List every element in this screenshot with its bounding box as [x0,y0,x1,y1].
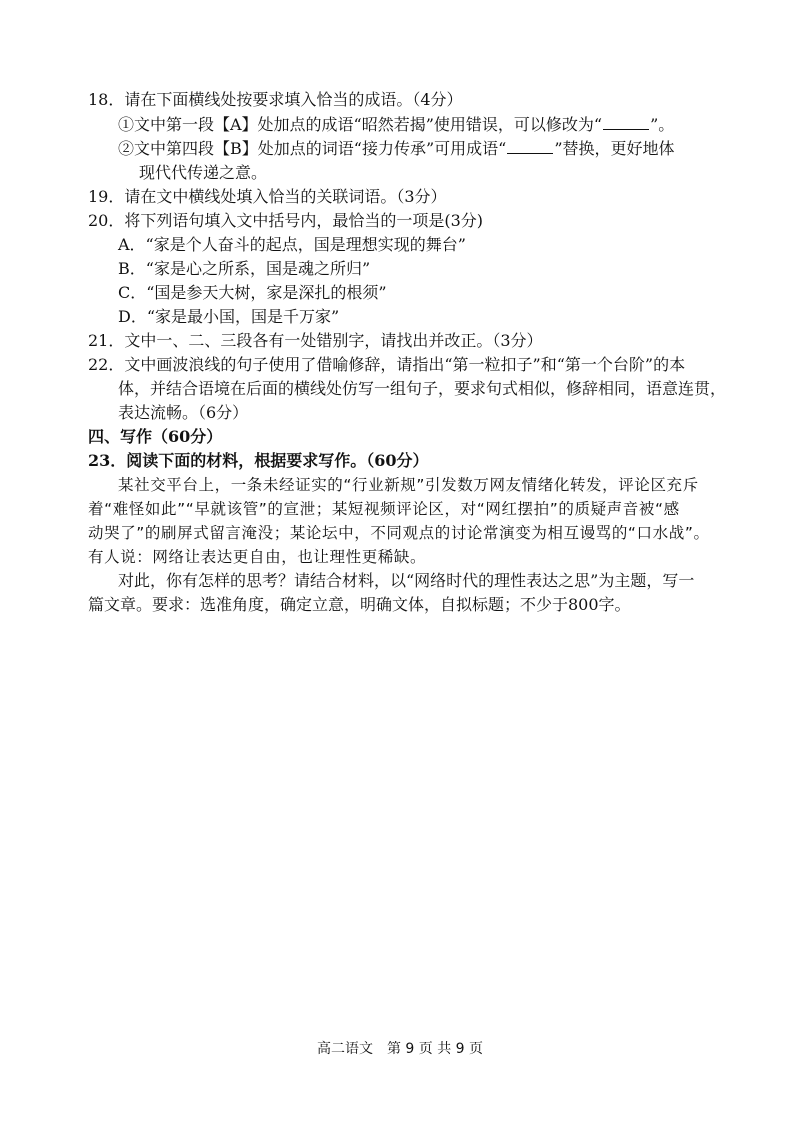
material-line-1: 某社交平台上，一条未经证实的“行业新规”引发数万网友情绪化转发，评论区充斥 [118,476,699,494]
answer-blank[interactable] [603,115,649,130]
requirement-line-2: 篇文章。要求：选准角度，确定立意，明确文体，自拟标题；不少于800字。 [88,595,631,614]
question-18-item-1-end: ”。 [650,115,675,134]
answer-blank[interactable] [507,139,553,154]
question-18-item-2 [118,139,675,159]
question-23-stem: 23．阅读下面的材料，根据要求写作。（60分） [88,451,429,470]
question-18-item-2-text: ②文中第四段【B】处加点的词语“接力传承”可用成语“ [118,139,507,158]
question-22-line-3: 表达流畅。（6分） [118,403,249,422]
question-22-line-2: 体，并结合语境在后面的横线处仿写一组句子，要求句式相似，修辞相同，语意连贯， [118,379,727,398]
page-footer: 高二语文 第 9 页 共 9 页 [316,1041,484,1057]
section-title: 四、写作（60分） [88,427,223,446]
question-18-item-1-text: ①文中第一段【A】处加点的成语“昭然若揭”使用错误，可以修改为“ [118,115,603,134]
option-a: A．“家是个人奋斗的起点，国是理想实现的舞台” [118,235,466,254]
option-b: B．“家是心之所系，国是魂之所归” [118,259,371,278]
material-line-2: 着“难怪如此”“早就该管”的宣泄；某短视频评论区，对“网红摆拍”的质疑声音被“感 [88,500,680,518]
requirement-line-1: 对此，你有怎样的思考？请结合材料，以“网络时代的理性表达之思”为主题，写一 [118,571,695,590]
question-18-stem: 18．请在下面横线处按要求填入恰当的成语。（4分） [88,90,463,109]
material-line-4: 有人说：网络让表达更自由，也让理性更稀缺。 [88,548,427,566]
question-18-item-2-end: ”替换，更好地体 [554,139,675,158]
question-20-stem: 20．将下列语句填入文中括号内，最恰当的一项是(3分) [88,211,484,230]
material-line-3: 动哭了”的刷屏式留言淹没；某论坛中，不同观点的讨论常演变为相互谩骂的“口水战”。 [88,524,710,542]
question-19-stem: 19．请在文中横线处填入恰当的关联词语。（3分） [88,187,447,206]
question-18-item-2-continued: 现代代传递之意。 [139,163,268,182]
option-d: D．“家是最小国，国是千万家” [118,307,340,326]
question-18-item-1 [118,115,674,135]
question-21-stem: 21．文中一、二、三段各有一处错别字，请找出并改正。（3分） [88,331,543,350]
question-22-stem: 22．文中画波浪线的句子使用了借喻修辞，请指出“第一粒扣子”和“第一个台阶”的本 [88,355,686,374]
option-c: C．“国是参天大树，家是深扎的根须” [118,283,387,302]
